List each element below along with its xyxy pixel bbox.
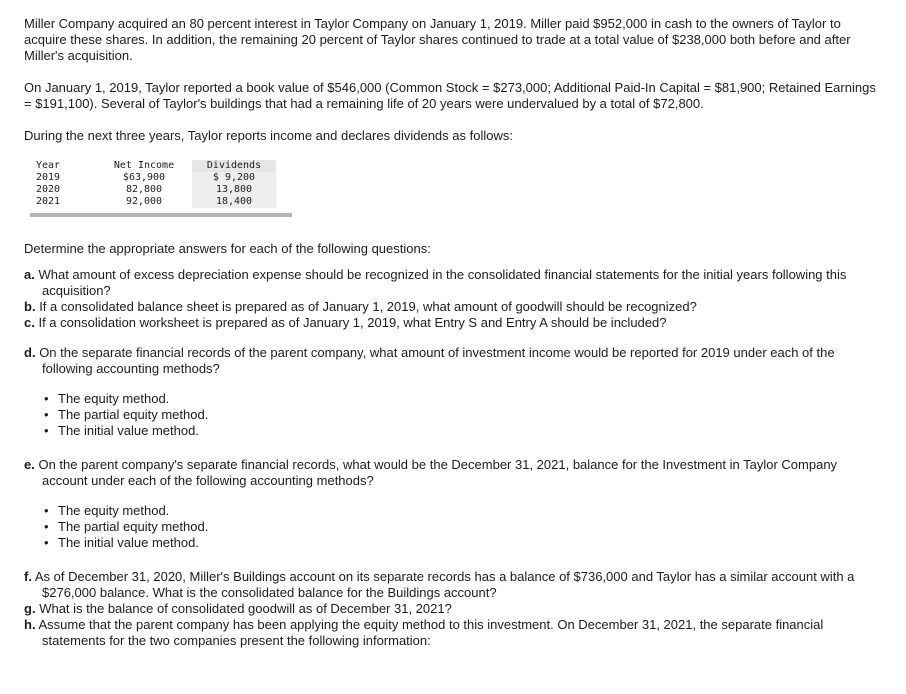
question-e	[24, 457, 884, 489]
question-text: Assume that the parent company has been applying the equity method to this investment. On December 31, 2021, the separate financial statements for the two companies present the following information:	[38, 617, 824, 648]
cell-net-income: 82,800	[125, 184, 163, 195]
list-item: • The equity method.	[44, 391, 884, 407]
questions-intro: Determine the appropriate answers for each of the following questions:	[24, 241, 431, 256]
question-text: If a consolidated balance sheet is prepared as of January 1, 2019, what amount of goodwill should be recognized?	[39, 299, 697, 314]
cell-dividends: 18,400	[192, 196, 276, 208]
table-bottom-rule	[30, 213, 292, 217]
list-item: • The initial value method.	[44, 535, 884, 551]
question-letter: a.	[24, 267, 35, 282]
question-letter: h.	[24, 617, 36, 632]
question-c	[24, 315, 884, 331]
cell-year: 2020	[36, 184, 61, 195]
question-text: If a consolidation worksheet is prepared as of January 1, 2019, what Entry S and Entry A should be included?	[38, 315, 667, 330]
list-item: • The equity method.	[44, 503, 884, 519]
question-text: As of December 31, 2020, Miller's Buildings account on its separate records has a balance of $736,000 and Taylor has a similar account with a $276,000 balance. What is the consolidated balance for the Buildings account?	[34, 569, 855, 600]
question-a	[24, 267, 884, 299]
income-dividends-table	[30, 160, 276, 208]
cell-dividends: $ 9,200	[192, 172, 276, 184]
column-header-dividends: Dividends	[192, 160, 276, 172]
question-letter: c.	[24, 315, 35, 330]
table-row	[30, 196, 276, 208]
table-row	[30, 172, 276, 184]
list-item: • The partial equity method.	[44, 519, 884, 535]
question-d	[24, 345, 884, 377]
question-b	[24, 299, 884, 315]
cell-net-income: 92,000	[125, 196, 163, 207]
question-text: On the parent company's separate financial records, what would be the December 31, 2021, balance for the Investment in Taylor Company account under each of the following accounting methods?	[38, 457, 838, 488]
question-d-methods-list	[24, 391, 884, 439]
column-header-year: Year	[36, 160, 61, 171]
cell-net-income: $63,900	[122, 172, 166, 183]
intro-paragraph-book-value: On January 1, 2019, Taylor reported a book value of $546,000 (Common Stock = $273,000; Additional Paid-In Capital = $81,900; Retained Earnings = $191,100). Several of Taylor's buildings that had a remaining life of 20 years were undervalued by a total of $72,800.	[24, 80, 876, 111]
cell-year: 2019	[36, 172, 61, 183]
intro-paragraph-income: During the next three years, Taylor reports income and declares dividends as follows:	[24, 128, 513, 143]
question-letter: g.	[24, 601, 36, 616]
question-letter: d.	[24, 345, 36, 360]
question-text: On the separate financial records of the parent company, what amount of investment income would be reported for 2019 under each of the following accounting methods?	[39, 345, 835, 376]
income-dividends-table-wrapper	[30, 160, 292, 208]
intro-paragraph-acquisition: Miller Company acquired an 80 percent interest in Taylor Company on January 1, 2019. Miller paid $952,000 in cash to the owners of Taylor to acquire these shares. In addition, the remaining 20 percent of Taylor shares continued to trade at a total value of $238,000 both before and after Miller's acquisition.	[24, 16, 851, 63]
question-g	[24, 601, 884, 617]
question-f	[24, 569, 884, 601]
cell-dividends: 13,800	[192, 184, 276, 196]
column-header-net-income: Net Income	[113, 160, 175, 171]
question-text: What amount of excess depreciation expense should be recognized in the consolidated financial statements for the initial years following this acquisition?	[38, 267, 847, 298]
table-row	[30, 184, 276, 196]
cell-year: 2021	[36, 196, 61, 207]
question-text: What is the balance of consolidated goodwill as of December 31, 2021?	[39, 601, 452, 616]
table-header-row	[30, 160, 276, 172]
question-letter: e.	[24, 457, 35, 472]
question-h	[24, 617, 884, 649]
list-item: • The partial equity method.	[44, 407, 884, 423]
question-letter: b.	[24, 299, 36, 314]
list-item: • The initial value method.	[44, 423, 884, 439]
question-letter: f.	[24, 569, 32, 584]
question-e-methods-list	[24, 503, 884, 551]
